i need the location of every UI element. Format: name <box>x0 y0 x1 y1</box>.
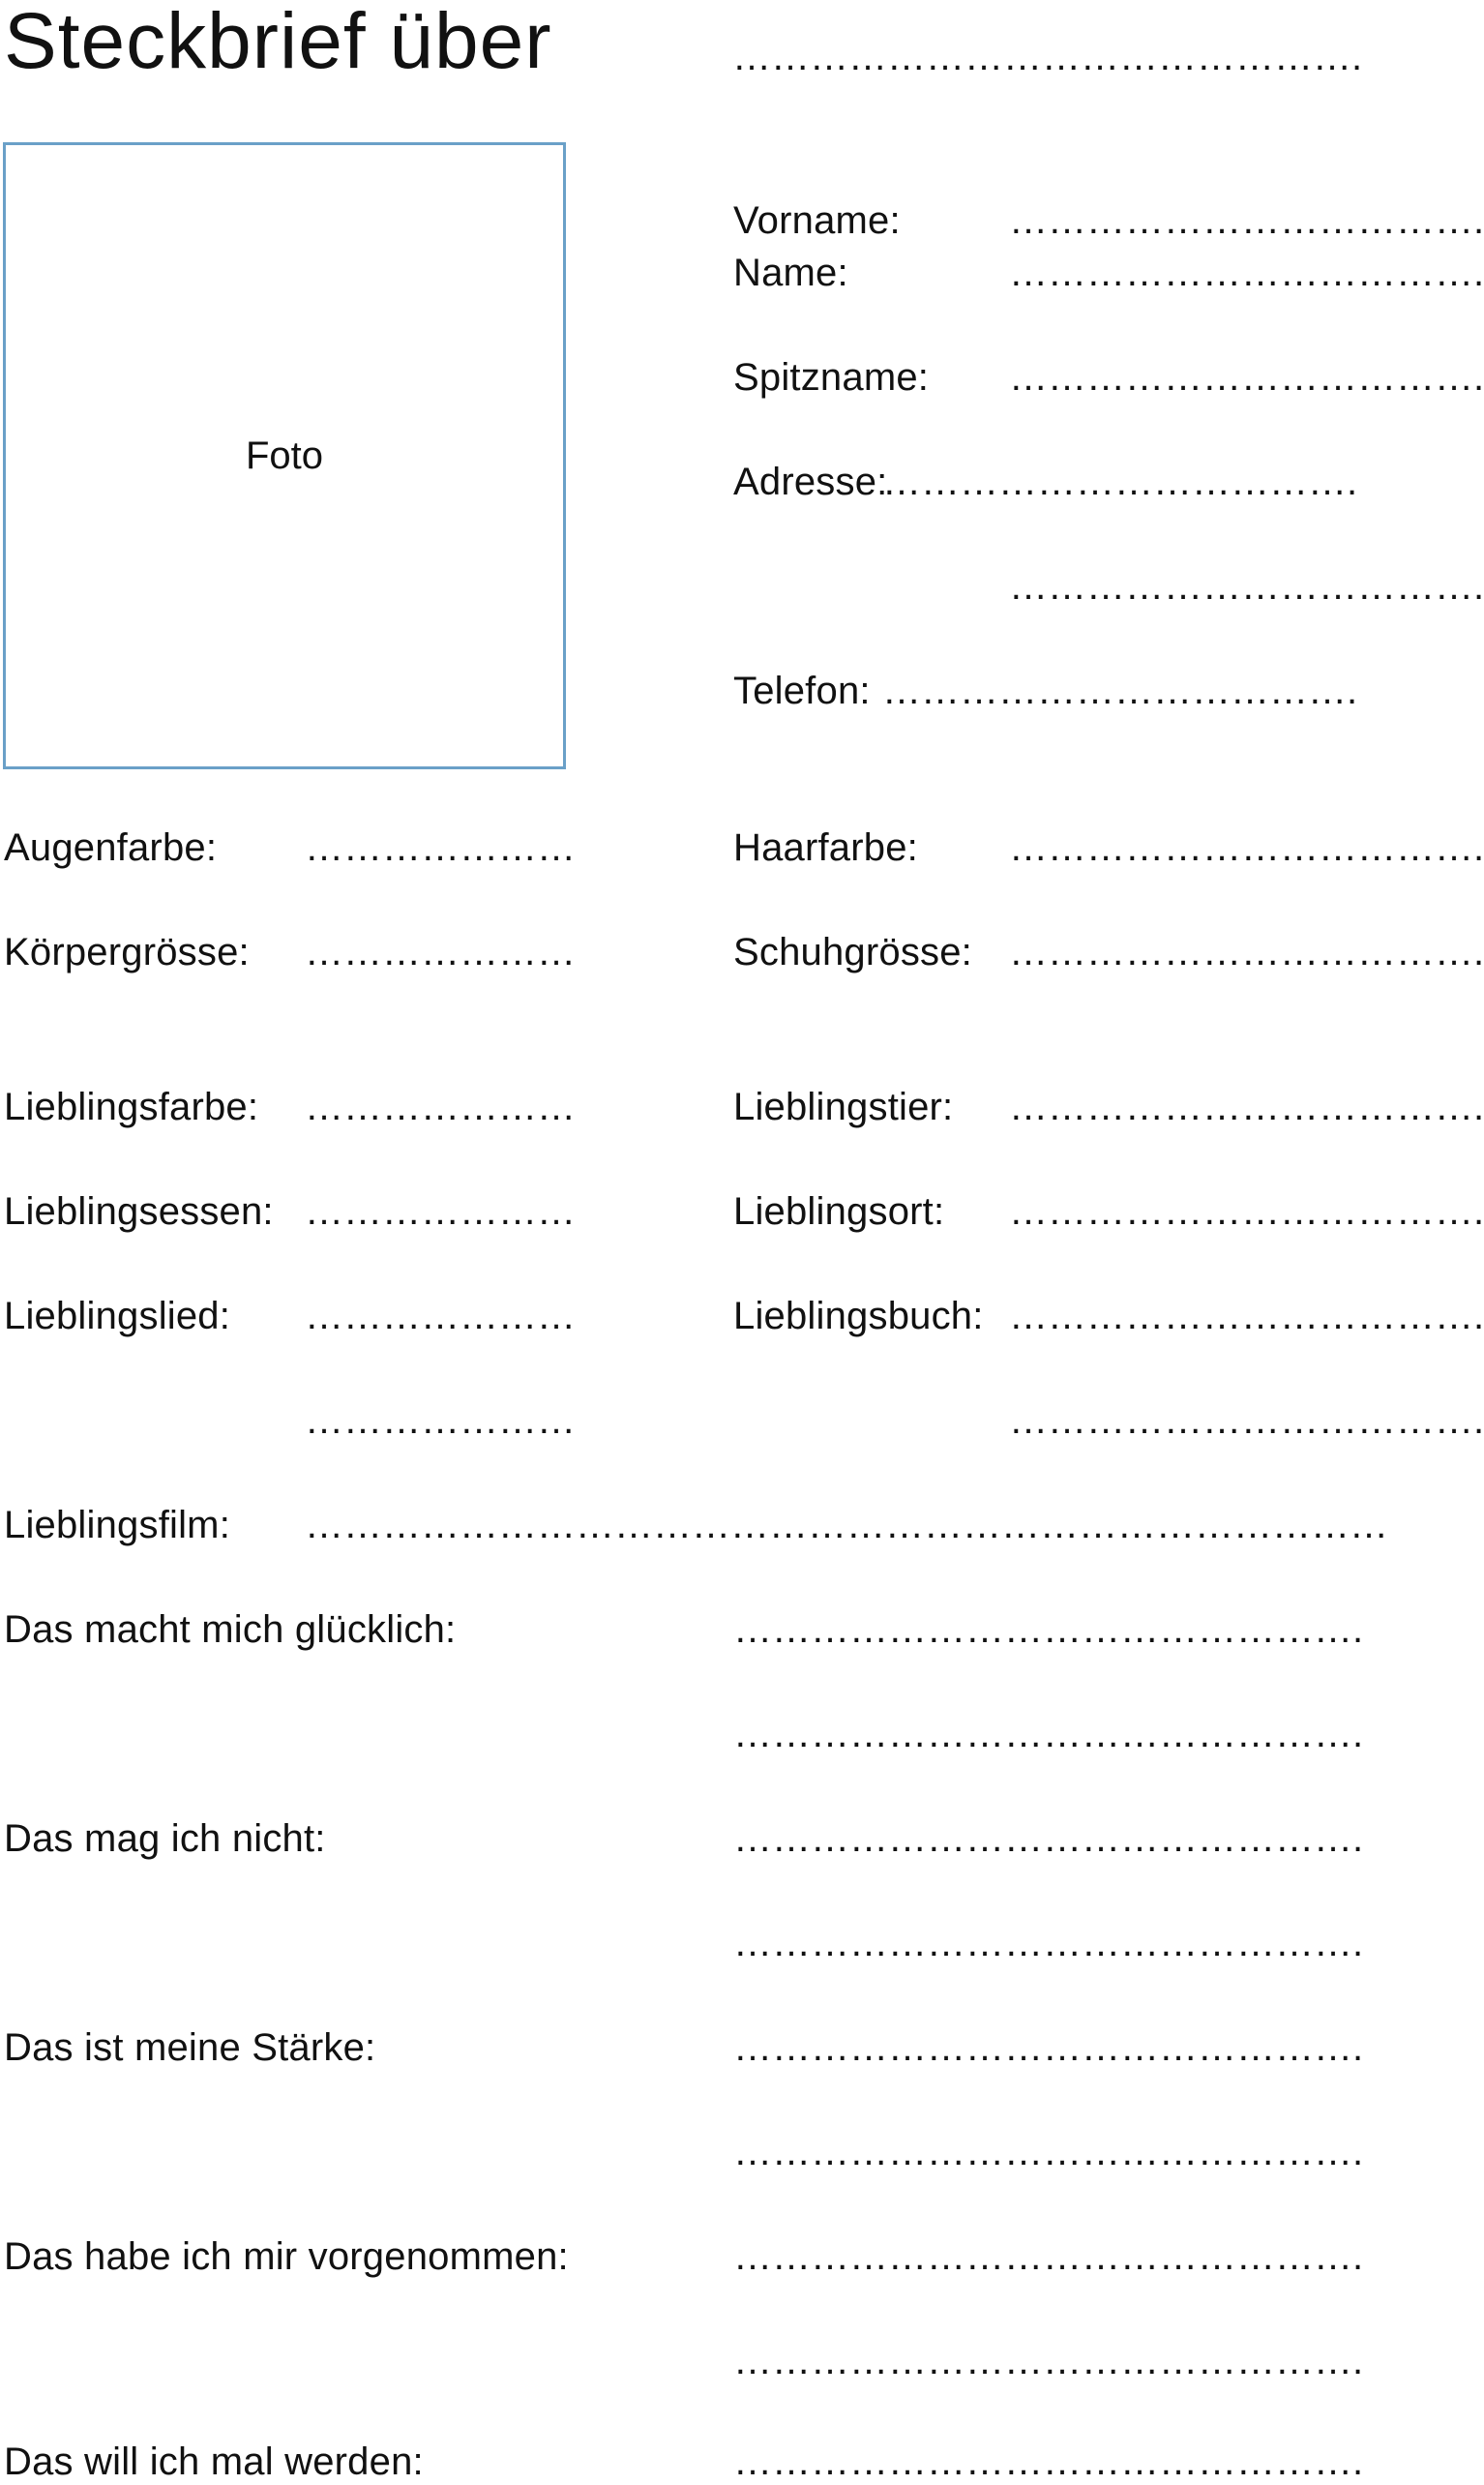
telefon-label: Telefon: <box>733 670 871 712</box>
mag-nicht-blank-1[interactable]: …………………………………………. <box>733 1817 1364 1860</box>
lieblingsbuch-blank-1[interactable]: ………………………………. <box>1009 1295 1484 1337</box>
lieblingslied-label: Lieblingslied: <box>4 1295 231 1337</box>
spitzname-label: Spitzname: <box>733 356 930 399</box>
gluecklich-label: Das macht mich glücklich: <box>4 1608 457 1651</box>
vorgenommen-blank-1[interactable]: …………………………………………. <box>733 2235 1364 2278</box>
name-label: Name: <box>733 252 848 294</box>
lieblingsfilm-blank[interactable]: ………………………………………………………………………… <box>305 1504 1388 1546</box>
lieblingsfarbe-blank[interactable]: ………………… <box>305 1086 576 1128</box>
schuhgroesse-blank[interactable]: ………………………………. <box>1009 931 1484 973</box>
lieblingsessen-blank[interactable]: ………………… <box>305 1190 576 1233</box>
lieblingsort-label: Lieblingsort: <box>733 1190 945 1233</box>
vorname-label: Vorname: <box>733 199 901 242</box>
koerpergroesse-label: Körpergrösse: <box>4 931 250 973</box>
vorgenommen-blank-2[interactable]: …………………………………………. <box>733 2340 1364 2382</box>
werden-blank[interactable]: …………………………………………. <box>733 2440 1364 2483</box>
werden-label: Das will ich mal werden: <box>4 2440 424 2483</box>
mag-nicht-blank-2[interactable]: …………………………………………. <box>733 1922 1364 1964</box>
mag-nicht-label: Das mag ich nicht: <box>4 1817 326 1860</box>
staerke-blank-1[interactable]: …………………………………………. <box>733 2026 1364 2069</box>
lieblingsfilm-label: Lieblingsfilm: <box>4 1504 231 1546</box>
telefon-blank[interactable]: ………………………………. <box>882 670 1358 712</box>
lieblingslied-blank-2[interactable]: ………………… <box>305 1399 576 1442</box>
schuhgroesse-label: Schuhgrösse: <box>733 931 972 973</box>
augenfarbe-label: Augenfarbe: <box>4 826 218 869</box>
haarfarbe-label: Haarfarbe: <box>733 826 918 869</box>
lieblingsfarbe-label: Lieblingsfarbe: <box>4 1086 259 1128</box>
staerke-label: Das ist meine Stärke: <box>4 2026 376 2069</box>
augenfarbe-blank[interactable]: ………………… <box>305 826 576 869</box>
page-title: Steckbrief über <box>4 0 552 85</box>
lieblingsort-blank[interactable]: ………………………………. <box>1009 1190 1484 1233</box>
lieblingstier-label: Lieblingstier: <box>733 1086 954 1128</box>
spitzname-blank[interactable]: ………………………………. <box>1009 356 1484 399</box>
gluecklich-blank-2[interactable]: …………………………………………. <box>733 1713 1364 1755</box>
lieblingsbuch-label: Lieblingsbuch: <box>733 1295 984 1337</box>
name-field-blank[interactable]: ………………………………. <box>1009 252 1484 294</box>
photo-frame[interactable] <box>3 142 566 769</box>
koerpergroesse-blank[interactable]: ………………… <box>305 931 576 973</box>
lieblingstier-blank[interactable]: ………………………………. <box>1009 1086 1484 1128</box>
photo-label: Foto <box>245 434 324 477</box>
lieblingsbuch-blank-2[interactable]: ………………………………. <box>1009 1399 1484 1442</box>
adresse-blank-1[interactable]: ………………………………. <box>882 461 1358 503</box>
haarfarbe-blank[interactable]: ………………………………. <box>1009 826 1484 869</box>
staerke-blank-2[interactable]: …………………………………………. <box>733 2131 1364 2173</box>
lieblingsessen-label: Lieblingsessen: <box>4 1190 274 1233</box>
lieblingslied-blank-1[interactable]: ………………… <box>305 1295 576 1337</box>
vorname-blank[interactable]: ………………………………. <box>1009 199 1484 242</box>
adresse-blank-2[interactable]: ………………………………. <box>1009 565 1484 608</box>
gluecklich-blank-1[interactable]: …………………………………………. <box>733 1608 1364 1651</box>
name-blank[interactable]: …………………………………………. <box>732 36 1363 78</box>
vorgenommen-label: Das habe ich mir vorgenommen: <box>4 2235 569 2278</box>
adresse-label: Adresse: <box>733 461 888 503</box>
